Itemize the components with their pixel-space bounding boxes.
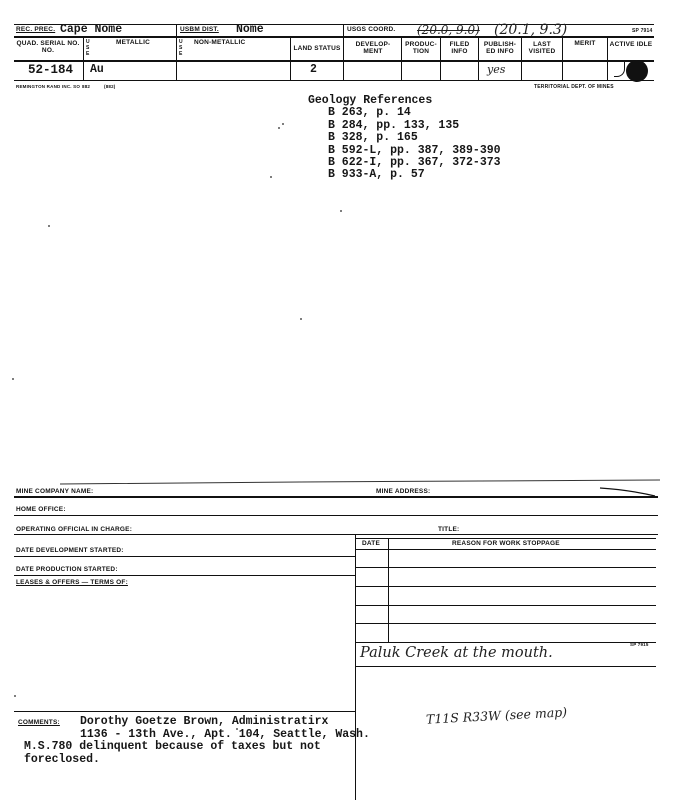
stoppage-header-top <box>356 538 656 539</box>
divider <box>290 36 291 80</box>
form-rule <box>14 496 658 498</box>
comment-line: foreclosed. <box>24 752 100 766</box>
speck <box>48 225 50 227</box>
form-rule <box>14 575 355 576</box>
stoppage-row <box>356 567 656 568</box>
date-production-label: DATE PRODUCTION STARTED: <box>16 566 118 573</box>
quad-serial-value: 52-184 <box>28 63 74 77</box>
speck <box>12 378 14 380</box>
divider <box>83 36 84 80</box>
active-idle-label: ACTIVE IDLE <box>609 41 653 48</box>
printer-code: 882 <box>82 84 91 89</box>
metallic-value: Au <box>90 63 104 76</box>
usbm-dist-value: Nome <box>236 23 264 36</box>
divider <box>521 36 522 80</box>
published-info-value: yes <box>487 63 506 76</box>
use-label: U S E <box>86 39 90 57</box>
form-rule <box>14 534 658 535</box>
rec-prec-label: REC. PREC. <box>16 26 56 33</box>
divider <box>176 24 177 80</box>
form-rule <box>14 556 355 557</box>
comments-block <box>24 716 370 766</box>
land-status-value: 2 <box>310 63 317 76</box>
form-rule <box>356 666 656 667</box>
usgs-coord-label: USGS COORD. <box>347 26 396 33</box>
form-number: SP 7914 <box>632 28 653 34</box>
speck <box>278 127 280 129</box>
location-note: Paluk Creek at the mouth. <box>360 645 553 661</box>
reference-item: B 622-I, pp. 367, 372-373 <box>328 156 501 170</box>
last-visited-label: LAST VISITED <box>528 41 556 55</box>
reason-column-label: REASON FOR WORK STOPPAGE <box>452 540 560 547</box>
geology-references <box>308 95 501 182</box>
quad-serial-label: QUAD. SERIAL NO. NO. <box>16 40 80 54</box>
speck <box>14 695 16 697</box>
form-rule <box>14 515 658 516</box>
home-office-label: HOME OFFICE: <box>16 506 66 513</box>
leases-label: LEASES & OFFERS — TERMS OF: <box>16 579 128 586</box>
production-label: PRODUC- TION <box>405 41 437 55</box>
mine-address-label: MINE ADDRESS: <box>376 488 431 495</box>
divider <box>401 36 402 80</box>
form-number-2: SP 7915 <box>630 642 649 647</box>
stoppage-row <box>356 623 656 624</box>
header-rule-3 <box>14 80 654 81</box>
header-rule-2 <box>14 60 654 62</box>
divider <box>343 24 344 80</box>
township-note: T11S R33W (see map) <box>425 704 568 727</box>
printer-imprint: REMINGTON RAND INC. SO <box>16 84 81 89</box>
published-info-label: PUBLISH- ED INFO <box>483 41 517 55</box>
mine-company-label: MINE COMPANY NAME: <box>16 488 94 495</box>
stoppage-row <box>356 586 656 587</box>
non-metallic-label: NON-METALLIC <box>194 39 246 46</box>
dept-imprint: TERRITORIAL DEPT. OF MINES <box>534 84 614 90</box>
printer-code-2: (882) <box>104 84 116 89</box>
active-mark-paren <box>614 62 625 77</box>
stoppage-row <box>356 642 656 643</box>
rec-prec-value: Cape Nome <box>60 23 123 36</box>
filed-info-label: FILED INFO <box>449 41 470 55</box>
stoppage-divider <box>388 538 389 642</box>
active-status-dot <box>626 60 648 82</box>
divider <box>607 36 608 80</box>
land-status-label: LAND STATUS <box>293 45 341 52</box>
comments-label: COMMENTS: <box>18 719 60 726</box>
torn-edge <box>0 478 678 502</box>
references-heading: Geology References <box>308 94 433 107</box>
reference-item: B 328, p. 165 <box>328 131 418 145</box>
stoppage-row <box>356 605 656 606</box>
date-development-label: DATE DEVELOPMENT STARTED: <box>16 547 124 554</box>
reference-item: B 933-A, p. 57 <box>328 168 425 182</box>
comment-line: M.S.780 delinquent because of taxes but not <box>24 740 321 753</box>
metallic-label: METALLIC <box>116 39 150 46</box>
merit-label: MERIT <box>574 40 596 47</box>
comment-line: 1136 - 13th Ave., Apt. 104, Seattle, Wash. <box>80 727 370 741</box>
usgs-coord-hand: (20.1, 9.3) <box>494 22 568 38</box>
divider <box>440 36 441 80</box>
speck <box>300 318 302 320</box>
usgs-coord-struck: (20.0, 9.0) <box>417 23 480 37</box>
comment-line: Dorothy Goetze Brown, Administratirx <box>80 715 329 728</box>
reference-item: B 592-L, pp. 387, 389-390 <box>328 143 501 157</box>
comments-rule <box>14 711 355 712</box>
development-label: DEVELOP- MENT <box>355 41 391 55</box>
stoppage-header-bottom <box>356 549 656 550</box>
speck <box>340 210 342 212</box>
use-label-2: U S E <box>179 39 183 57</box>
speck <box>282 123 284 125</box>
divider <box>562 36 563 80</box>
speck <box>270 176 272 178</box>
reference-item: B 284, pp. 133, 135 <box>328 118 460 132</box>
title-label: TITLE: <box>438 526 460 533</box>
usbm-dist-label: USBM DIST. <box>180 26 219 33</box>
divider <box>478 36 479 80</box>
operating-official-label: OPERATING OFFICIAL IN CHARGE: <box>16 526 133 533</box>
reference-item: B 263, p. 14 <box>328 106 411 120</box>
date-column-label: DATE <box>362 540 381 547</box>
